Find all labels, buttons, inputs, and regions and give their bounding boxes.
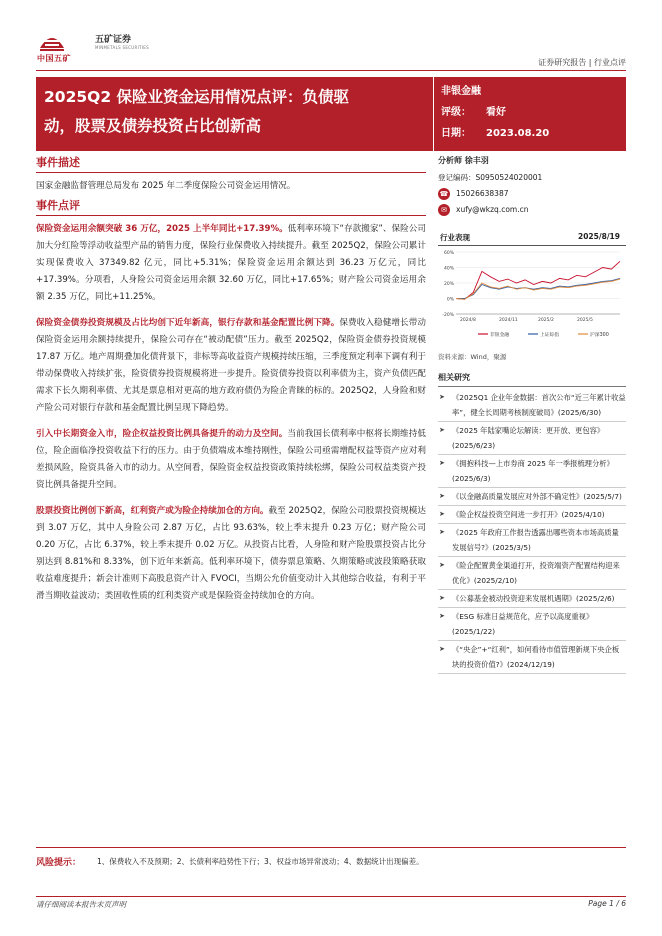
title-line-1: 2025Q2 保险业资金运用情况点评：负债驱 — [44, 88, 349, 106]
related-research — [438, 372, 626, 675]
y-tick-label: -20% — [442, 313, 454, 318]
y-tick-label: 20% — [443, 282, 454, 287]
paragraph-4-highlight: 股票投资比例创下新高，红利资产或为险企持续加仓的方向。 — [36, 506, 269, 516]
footer-divider — [36, 896, 626, 897]
rating-box — [434, 77, 626, 151]
y-tick-label: 40% — [443, 266, 454, 272]
related-item[interactable]: ➤ 《险企权益投资空间进一步打开》(2025/4/10) — [438, 507, 626, 524]
title-line-2: 动，股票及债券投资占比创新高 — [44, 117, 262, 135]
legend-label: 沪深300 — [590, 333, 609, 338]
rating-value: 看好 — [486, 107, 506, 118]
paragraph-3-highlight: 引入中长期资金入市，险企权益投资比例具备提升的动力及空间。 — [36, 429, 288, 439]
risk-warning — [36, 847, 626, 868]
x-tick-label: 2024/11 — [499, 318, 518, 323]
paragraph-4 — [36, 503, 426, 605]
title-banner — [36, 77, 433, 151]
related-item[interactable]: ➤ 《险企配置黄金渠道打开，投资端资产配置结构迎来优化》(2025/2/10) — [438, 558, 626, 590]
analyst-name: 分析师 徐丰羽 — [438, 156, 489, 165]
analyst-email: xufy@wkzq.com.cn — [456, 205, 529, 214]
legend-label: 非银金融 — [490, 333, 510, 338]
analyst-phone: 15026638387 — [456, 189, 509, 198]
industry-performance-chart — [438, 232, 626, 345]
related-item[interactable]: ➤ 《ESG 标准日益规范化，应予以高度重视》(2025/1/22) — [438, 609, 626, 641]
risk-label: 风险提示： — [36, 858, 82, 868]
related-item[interactable]: ➤ 《“央企”+“红利”，如何看待市值管理新规下央企板块的投资价值?》(2024/12/19) — [438, 642, 626, 674]
analyst-reg: 登记编码：S0950524020001 — [438, 173, 543, 182]
series-line — [456, 279, 620, 299]
phone-icon: ☎ — [439, 190, 449, 198]
related-item[interactable]: ➤ 《2025 年陆家嘴论坛解读：更开放、更包容》(2025/6/23) — [438, 423, 626, 455]
related-item[interactable]: ➤ 《以金融高质量发展应对外部不确定性》(2025/5/7) — [438, 489, 626, 506]
footer-disclaimer: 请仔细阅读本报告末页声明 — [36, 900, 126, 909]
series-line — [456, 261, 620, 299]
sector-name: 非银金融 — [441, 86, 481, 97]
brand-name: 五矿证券 — [95, 35, 132, 45]
analyst-info — [438, 155, 626, 220]
chart-source: 资料来源：Wind，聚源 — [438, 353, 507, 361]
date-label: 日期： — [441, 128, 471, 139]
report-type: 证券研究报告 | 行业点评 — [538, 58, 626, 67]
related-item[interactable]: ➤ 《2025 年政府工作报告透露出哪些资本市场高质量发展信号?》(2025/3/5) — [438, 525, 626, 557]
related-list — [438, 390, 626, 674]
event-desc-text: 国家金融监督管理总局发布 2025 年二季度保险公司资金运用情况。 — [36, 181, 296, 191]
paragraph-1-text: 低利率环境下“存款搬家”、保险公司加大分红险等浮动收益型产品的销售力度，保险行业保费收入持续提升。截至 2025Q2，保险公司累计实现保费收入 37349.82 亿元，同比+5.31%；保险资金运用余额达到 36.23 万亿元，同比+17.39%。分项看，人身险公司资金运用余额 32.60 万亿，同比+17.65%；财产险公司资金运用余额 2.35 万亿，同比+11.25%。 — [36, 224, 426, 302]
company-name: 中国五矿 — [37, 54, 71, 63]
brand-name-en: MINMETALS SECURITIES — [95, 45, 149, 50]
paragraph-1-highlight: 保险资金运用余额突破 36 万亿，2025 上半年同比+17.39%。 — [36, 224, 288, 234]
analyst-email-row — [438, 204, 626, 216]
chart-date: 2025/8/19 — [577, 232, 620, 241]
paragraph-2 — [36, 315, 426, 417]
x-tick-label: 2025/2 — [538, 318, 554, 323]
paragraph-3-text: 当前我国长债利率中枢将长期维持低位，险企面临净投资收益下行的压力。由于负债端成本维持刚性，保险公司亟需增配权益等资产应对利差损风险，险资具备入市的动力。从空间看，保险资金权益投资政策持续松绑，保险公司权益类资产投资比例具备提升空间。 — [36, 429, 426, 490]
event-desc-title: 事件描述 — [36, 154, 426, 173]
chart-title: 行业表现 — [440, 233, 470, 242]
series-line — [456, 278, 620, 298]
event-comment-title: 事件点评 — [36, 197, 426, 216]
main-content — [36, 154, 426, 605]
related-item[interactable]: ➤ 《拥抱科技—上市券商 2025 年一季报梳理分析》(2025/6/3) — [438, 456, 626, 488]
paragraph-1 — [36, 221, 426, 306]
paragraph-3 — [36, 426, 426, 494]
email-icon: ✉ — [438, 204, 450, 216]
chart-header — [438, 232, 626, 246]
date-value: 2023.08.20 — [486, 128, 550, 139]
header-divider — [36, 70, 626, 71]
related-item[interactable]: ➤ 《2025Q1 企业年金数据：首次公布“近三年累计收益率”，健全长周期考核制度破局》(2025/6/30) — [438, 390, 626, 422]
rating-label: 评级： — [441, 107, 471, 118]
paragraph-2-text: 保费收入稳健增长带动保险资金运用余额持续提升，保险公司存在“被动配债”压力。截至 2025Q2，保险资金债券投资规模 17.87 万亿。地产周期叠加化债背景下，非标等高收益资产规模持续压缩，三季度预定利率下调有利于带动保费收入持续扩张，险资债券投资规模将进一步提升。险资债券投资以利率债为主，资产负债匹配需求下长久期利率债、尤其是票息相对更高的地方政府债仍为险企青睐的标的。2025Q2，人身险和财产险公司对银行存款和基金配置比例呈现下降趋势。 — [36, 318, 426, 413]
legend-label: 上证综指 — [540, 333, 560, 338]
date-row — [441, 124, 619, 139]
risk-text: 1、保费收入不及预期；2、长债利率趋势性下行；3、权益市场异常波动；4、数据统计出现偏差。 — [97, 857, 424, 866]
y-tick-label: 0% — [446, 297, 454, 303]
related-item[interactable]: ➤ 《公募基金被动投资迎来发展机遇期》(2025/2/6) — [438, 591, 626, 608]
x-tick-label: 2025/5 — [577, 318, 593, 323]
analyst-phone-row — [438, 188, 626, 200]
company-logo — [37, 28, 147, 66]
page-number: Page 1 / 6 — [588, 899, 626, 908]
x-tick-label: 2024/8 — [460, 318, 476, 323]
paragraph-2-highlight: 保险资金债券投资规模及占比均创下近年新高，银行存款和基金配置比例下降。 — [36, 318, 340, 328]
chart-plot — [438, 246, 626, 344]
related-title: 相关研究 — [438, 372, 626, 387]
y-tick-label: 60% — [443, 251, 454, 256]
paragraph-4-text: 截至 2025Q2，保险公司股票投资规模达到 3.07 万亿，其中人身险公司 2.87 万亿，占比 93.63%，较上季末提升 0.23 万亿；财产险公司 0.20 万亿，占比 6.37%，较上季末提升 0.02 万亿。从投资占比看，人身险和财产险股票投资占比分别达到 8.81%和 8.33%，创下近年来新高。低利率环境下，债券票息策略、久期策略或波段策略获取收益难度提升；新会计准则下高股息资产计入 FVOCI，当期公允价值变动计入其他综合收益，有利于平滑当期收益波动；类固收性质的红利类资产或是保险资金持续加仓的方向。 — [36, 506, 426, 601]
minmetals-seal-icon — [37, 28, 67, 52]
rating-row — [441, 103, 619, 118]
